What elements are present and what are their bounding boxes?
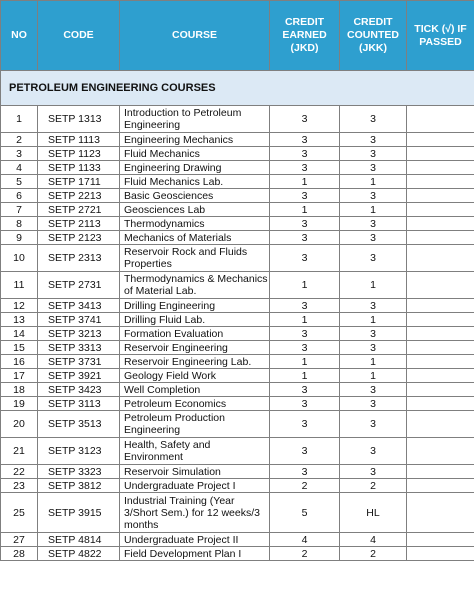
cell-tick [407,533,474,547]
cell-no: 21 [1,438,38,465]
cell-no: 25 [1,493,38,533]
cell-credit-counted: 1 [340,203,407,217]
header-credit-counted: CREDIT COUNTED (JKK) [340,1,407,71]
cell-tick [407,493,474,533]
cell-credit-counted: 3 [340,245,407,272]
table-row [1,479,474,493]
cell-code: SETP 3921 [38,369,120,383]
cell-course: Health, Safety and Environment [120,438,270,465]
cell-credit-earned: 3 [270,438,340,465]
cell-code: SETP 3123 [38,438,120,465]
cell-credit-counted: 3 [340,411,407,438]
table-row [1,493,474,533]
cell-no: 5 [1,175,38,189]
cell-no: 4 [1,161,38,175]
cell-credit-earned: 3 [270,133,340,147]
cell-credit-earned: 3 [270,299,340,313]
table-row [1,106,474,133]
cell-credit-earned: 1 [270,175,340,189]
cell-credit-earned: 5 [270,493,340,533]
cell-tick [407,341,474,355]
header-tick-if-passed: TICK (√) IF PASSED [407,1,474,71]
table-row [1,313,474,327]
header-no: NO [1,1,38,71]
cell-course: Petroleum Production Engineering [120,411,270,438]
cell-code: SETP 3423 [38,383,120,397]
cell-credit-counted: 1 [340,175,407,189]
cell-credit-counted: 3 [340,106,407,133]
cell-credit-counted: HL [340,493,407,533]
cell-credit-earned: 1 [270,272,340,299]
cell-no: 11 [1,272,38,299]
table-row [1,547,474,561]
table-row [1,341,474,355]
cell-credit-counted: 1 [340,313,407,327]
cell-code: SETP 2123 [38,231,120,245]
cell-no: 19 [1,397,38,411]
cell-code: SETP 2731 [38,272,120,299]
cell-code: SETP 3413 [38,299,120,313]
cell-course: Introduction to Petroleum Engineering [120,106,270,133]
cell-no: 7 [1,203,38,217]
cell-credit-earned: 3 [270,245,340,272]
cell-credit-counted: 2 [340,479,407,493]
table-row [1,203,474,217]
cell-credit-counted: 4 [340,533,407,547]
cell-credit-earned: 3 [270,383,340,397]
cell-code: SETP 3741 [38,313,120,327]
cell-course: Engineering Drawing [120,161,270,175]
cell-code: SETP 3313 [38,341,120,355]
cell-tick [407,327,474,341]
cell-tick [407,397,474,411]
table-row [1,189,474,203]
cell-tick [407,217,474,231]
cell-code: SETP 1313 [38,106,120,133]
cell-no: 13 [1,313,38,327]
cell-credit-counted: 3 [340,231,407,245]
cell-course: Thermodynamics & Mechanics of Material Lab. [120,272,270,299]
section-title: PETROLEUM ENGINEERING COURSES [1,71,474,106]
cell-course: Undergraduate Project I [120,479,270,493]
cell-code: SETP 2721 [38,203,120,217]
cell-tick [407,369,474,383]
cell-credit-earned: 3 [270,161,340,175]
cell-no: 14 [1,327,38,341]
cell-course: Reservoir Simulation [120,465,270,479]
cell-code: SETP 3213 [38,327,120,341]
cell-credit-earned: 2 [270,479,340,493]
cell-no: 2 [1,133,38,147]
cell-credit-earned: 3 [270,411,340,438]
cell-credit-earned: 3 [270,217,340,231]
table-row [1,355,474,369]
cell-code: SETP 3513 [38,411,120,438]
table-row [1,533,474,547]
cell-tick [407,547,474,561]
cell-tick [407,147,474,161]
cell-credit-counted: 2 [340,547,407,561]
cell-tick [407,438,474,465]
cell-no: 23 [1,479,38,493]
cell-code: SETP 3915 [38,493,120,533]
cell-course: Basic Geosciences [120,189,270,203]
cell-code: SETP 3812 [38,479,120,493]
cell-credit-counted: 3 [340,161,407,175]
cell-credit-earned: 1 [270,313,340,327]
cell-credit-counted: 3 [340,217,407,231]
cell-credit-counted: 3 [340,383,407,397]
cell-no: 28 [1,547,38,561]
cell-credit-earned: 3 [270,106,340,133]
cell-tick [407,175,474,189]
cell-no: 6 [1,189,38,203]
cell-no: 16 [1,355,38,369]
cell-code: SETP 1711 [38,175,120,189]
cell-course: Undergraduate Project II [120,533,270,547]
cell-code: SETP 3731 [38,355,120,369]
cell-course: Formation Evaluation [120,327,270,341]
cell-course: Industrial Training (Year 3/Short Sem.) for 12 weeks/3 months [120,493,270,533]
cell-credit-counted: 3 [340,397,407,411]
cell-credit-earned: 3 [270,465,340,479]
cell-code: SETP 2313 [38,245,120,272]
cell-credit-counted: 3 [340,465,407,479]
cell-course: Drilling Fluid Lab. [120,313,270,327]
cell-course: Reservoir Engineering Lab. [120,355,270,369]
header-course: COURSE [120,1,270,71]
cell-course: Geology Field Work [120,369,270,383]
table-row [1,299,474,313]
cell-code: SETP 3323 [38,465,120,479]
cell-course: Fluid Mechanics [120,147,270,161]
cell-no: 17 [1,369,38,383]
cell-no: 27 [1,533,38,547]
cell-code: SETP 2113 [38,217,120,231]
table-row [1,231,474,245]
cell-credit-earned: 3 [270,189,340,203]
cell-course: Field Development Plan I [120,547,270,561]
cell-tick [407,355,474,369]
cell-credit-earned: 2 [270,547,340,561]
table-row [1,133,474,147]
cell-credit-counted: 3 [340,133,407,147]
cell-code: SETP 3113 [38,397,120,411]
cell-tick [407,479,474,493]
cell-credit-earned: 1 [270,369,340,383]
cell-credit-earned: 3 [270,147,340,161]
cell-tick [407,133,474,147]
cell-course: Petroleum Economics [120,397,270,411]
table-row [1,383,474,397]
cell-tick [407,313,474,327]
table-row [1,245,474,272]
cell-credit-earned: 3 [270,327,340,341]
cell-credit-counted: 3 [340,147,407,161]
cell-code: SETP 4822 [38,547,120,561]
table-row [1,465,474,479]
cell-credit-earned: 3 [270,397,340,411]
table-row [1,397,474,411]
cell-tick [407,203,474,217]
table-row [1,411,474,438]
cell-tick [407,106,474,133]
cell-tick [407,231,474,245]
cell-tick [407,465,474,479]
cell-course: Reservoir Engineering [120,341,270,355]
cell-credit-counted: 3 [340,299,407,313]
table-row [1,147,474,161]
cell-no: 18 [1,383,38,397]
cell-code: SETP 4814 [38,533,120,547]
cell-tick [407,189,474,203]
table-row [1,327,474,341]
cell-tick [407,299,474,313]
cell-course: Drilling Engineering [120,299,270,313]
cell-no: 9 [1,231,38,245]
cell-no: 22 [1,465,38,479]
header-code: CODE [38,1,120,71]
cell-credit-earned: 1 [270,355,340,369]
cell-no: 15 [1,341,38,355]
cell-course: Geosciences Lab [120,203,270,217]
cell-no: 3 [1,147,38,161]
table-body [1,71,474,561]
table-row [1,438,474,465]
cell-tick [407,383,474,397]
cell-no: 1 [1,106,38,133]
cell-credit-counted: 3 [340,341,407,355]
cell-credit-earned: 1 [270,203,340,217]
header-credit-earned: CREDIT EARNED (JKD) [270,1,340,71]
cell-course: Well Completion [120,383,270,397]
cell-credit-counted: 1 [340,272,407,299]
cell-credit-counted: 1 [340,369,407,383]
table-row [1,161,474,175]
cell-no: 12 [1,299,38,313]
cell-credit-earned: 3 [270,231,340,245]
cell-tick [407,411,474,438]
cell-credit-earned: 4 [270,533,340,547]
cell-course: Engineering Mechanics [120,133,270,147]
cell-credit-counted: 3 [340,327,407,341]
cell-code: SETP 1113 [38,133,120,147]
cell-no: 10 [1,245,38,272]
cell-course: Reservoir Rock and Fluids Properties [120,245,270,272]
cell-credit-counted: 3 [340,189,407,203]
cell-code: SETP 1123 [38,147,120,161]
cell-course: Thermodynamics [120,217,270,231]
cell-course: Mechanics of Materials [120,231,270,245]
table-row [1,369,474,383]
cell-no: 20 [1,411,38,438]
cell-code: SETP 1133 [38,161,120,175]
cell-credit-counted: 1 [340,355,407,369]
cell-tick [407,161,474,175]
cell-credit-earned: 3 [270,341,340,355]
table-row [1,217,474,231]
cell-tick [407,272,474,299]
cell-credit-counted: 3 [340,438,407,465]
header-row [1,1,474,71]
table-row [1,175,474,189]
cell-code: SETP 2213 [38,189,120,203]
cell-course: Fluid Mechanics Lab. [120,175,270,189]
cell-no: 8 [1,217,38,231]
section-row [1,71,474,106]
table-row [1,272,474,299]
cell-tick [407,245,474,272]
